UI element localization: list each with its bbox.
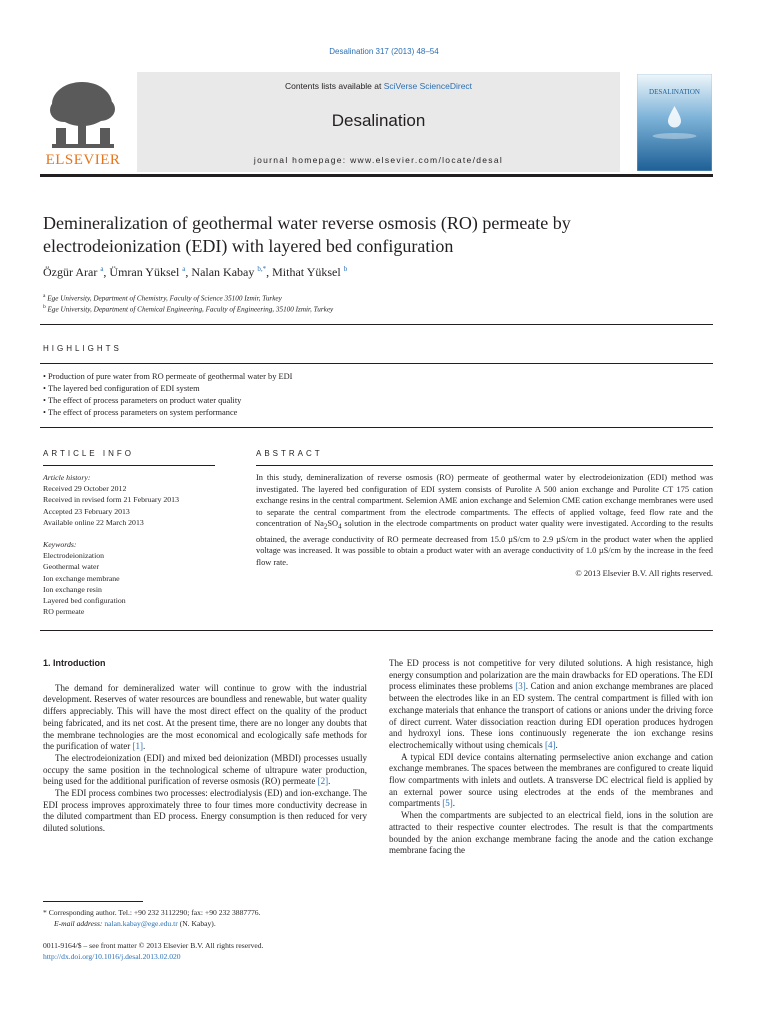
abstract-heading: ABSTRACT	[256, 449, 323, 458]
body-paragraph	[43, 753, 367, 788]
sciencedirect-link[interactable]: SciVerse ScienceDirect	[383, 81, 473, 91]
author-affiliation-mark[interactable]: a	[182, 265, 186, 273]
reference-link[interactable]: [2]	[317, 776, 329, 787]
paragraph-text: . Cation and anion exchange membranes are placed between the electrodes like in an ED system. The central compartment is filled with ion exchange materials that enhance the transport of cations or anions under the driving force of direct current. Water dissociation reaction during EDI operation produces hydrogen and hydroxyl ions. These ions continuously regenerate the ion exchange resins electrochemically without using chemicals	[389, 681, 713, 750]
paragraph-text: .	[452, 798, 455, 809]
journal-cover-image	[637, 74, 712, 171]
affiliation	[43, 304, 743, 313]
issn-block	[43, 940, 373, 962]
paragraph-text: .	[555, 739, 558, 750]
highlight-item: • The effect of process parameters on product water quality	[43, 395, 292, 407]
doi-link[interactable]: http://dx.doi.org/10.1016/j.desal.2013.02.020	[43, 952, 181, 961]
highlight-item: • The layered bed configuration of EDI system	[43, 383, 292, 395]
section-divider	[40, 324, 713, 325]
body-paragraph	[389, 810, 713, 857]
body-column-left	[43, 658, 367, 835]
elsevier-tree-logo	[42, 76, 124, 168]
reference-link[interactable]: [1]	[132, 741, 143, 752]
footnote	[43, 907, 373, 929]
reference-link[interactable]: [5]	[442, 798, 453, 809]
highlights-list	[43, 371, 292, 419]
email-label: E-mail address:	[54, 919, 103, 928]
history-entry: Accepted 23 February 2013	[43, 506, 130, 516]
affiliation-text: Ege University, Department of Chemical Engineering, Faculty of Engineering, 35100 Izmir, Turkey	[47, 305, 334, 314]
affiliation-mark: a	[43, 293, 46, 299]
history-label: Article history:	[43, 473, 91, 482]
highlights-rule	[40, 363, 713, 364]
homepage-prefix: journal homepage:	[253, 155, 351, 165]
section-divider	[40, 427, 713, 428]
author-affiliation-mark[interactable]: a	[100, 265, 104, 273]
homepage-url[interactable]: www.elsevier.com/locate/desal	[350, 155, 504, 165]
homepage-line	[137, 155, 620, 165]
author-affiliation-mark[interactable]: b,*	[257, 265, 267, 273]
abstract-text: SO	[327, 519, 339, 529]
journal-citation[interactable]: Desalination 317 (2013) 48–54	[329, 47, 439, 56]
author-name[interactable]: Mithat Yüksel	[272, 265, 341, 279]
keyword: Layered bed configuration	[43, 596, 126, 606]
elsevier-wordmark: ELSEVIER	[45, 152, 121, 168]
paragraph-text: .	[328, 776, 331, 787]
body-column-right	[389, 658, 713, 857]
paragraph-text: When the compartments are subjected to an electrical field, ions in the solution are attracted to their respective counter electrodes. The result is that the compartments bounded by the anion exchange membrane facing the anode and the cation exchange membrane facing the	[389, 810, 713, 856]
keyword: Ion exchange membrane	[43, 573, 120, 583]
affiliation-text: Ege University, Department of Chemistry, Faculty of Science 35100 Izmir, Turkey	[47, 294, 282, 303]
highlights-heading: HIGHLIGHTS	[43, 344, 122, 353]
section-heading: 1. Introduction	[43, 658, 106, 668]
tree-icon	[50, 82, 115, 148]
abstract-text: solution in the electrode compartments on product water quality were investigated. According to the results obtained, the average conductivity of RO permeate decreased from 15.0 µS/cm to 2.9 µS/cm in the product water when the applied voltage was increased. It was possible to obtain a product water with an average conductivity of 1.0 µS/cm by the increase in the feed flow rate.	[256, 519, 713, 567]
abstract-paragraph	[256, 472, 713, 568]
journal-masthead	[40, 70, 713, 173]
keywords-label: Keywords:	[43, 540, 77, 550]
keyword: Ion exchange resin	[43, 584, 102, 594]
body-paragraph	[43, 788, 367, 835]
author-list: Özgür Arar $^a$, Ümran Yüksel $^a$, Nalan Kabay $^{b,*}$, Mithat Yüksel $^b$	[43, 265, 348, 279]
article-title: Demineralization of geothermal water reverse osmosis (RO) permeate by electrodeionization (EDI) with layered bed configuration	[43, 213, 571, 256]
copyright-notice: © 2013 Elsevier B.V. All rights reserved.	[575, 569, 713, 579]
abstract-body	[256, 472, 713, 580]
footnote-rule	[43, 901, 143, 902]
email-suffix: (N. Kabay).	[177, 919, 216, 928]
author-name[interactable]: Nalan Kabay	[191, 265, 255, 279]
journal-name: Desalination	[331, 111, 426, 130]
reference-link[interactable]: [3]	[515, 681, 526, 692]
history-entry: Received in revised form 21 February 2013	[43, 495, 179, 505]
cover-title: DESALINATION	[649, 88, 700, 96]
issn-line: 0011-9164/$ – see front matter © 2013 Elsevier B.V. All rights reserved.	[43, 941, 264, 950]
paragraph-text: A typical EDI device contains alternating permselective anion exchange and cation exchange membranes. The spaces between the membranes are configured to create liquid flow compartments with inlets and outlets. A transverse DC electrical field is applied by an external power source using electrodes at the ends of the membranes and compartments	[389, 751, 713, 809]
abstract-rule	[256, 465, 713, 466]
reference-link[interactable]: [4]	[544, 739, 556, 750]
corresponding-author-note: * Corresponding author. Tel.: +90 232 3112290; fax: +90 232 3887776.	[43, 908, 261, 917]
affiliation	[43, 293, 743, 302]
affiliation-mark: b	[43, 304, 46, 310]
highlight-item: • Production of pure water from RO permeate of geothermal water by EDI	[43, 371, 292, 383]
paragraph-text: .	[142, 741, 146, 752]
masthead-rule	[40, 174, 713, 177]
author-affiliation-mark[interactable]: b	[343, 265, 348, 273]
article-info-heading: ARTICLE INFO	[43, 449, 134, 458]
history-entry: Available online 22 March 2013	[43, 517, 144, 527]
email-link[interactable]: nalan.kabay@ege.edu.tr	[104, 919, 178, 928]
body-paragraph	[389, 658, 713, 752]
contents-line	[137, 81, 620, 91]
history-entry: Received 29 October 2012	[43, 484, 127, 494]
body-paragraph	[43, 683, 367, 753]
subscript: 4	[338, 523, 342, 532]
body-paragraph	[389, 752, 713, 811]
paragraph-text: The ED process is not competitive for very diluted solutions. A high resistance, high energy consumption and polarization are the main drawbacks for ED operations. The EDI process eliminates these problems	[389, 658, 713, 692]
keyword: RO permeate	[43, 607, 85, 617]
abstract-text: In this study, demineralization of reverse osmosis (RO) permeate of geothermal water by electrodeionization (EDI) method was investigated. The layered bed configuration of EDI system consists of Purolite A 500 anion exchange and Purolite CT 175 cation exchange resins in the central compartment. Selemion AME anion exchange and Selemion CME cation exchange membranes were used to separate the central compartment from the electrode compartments. The effects of applied voltage, feed flow rate and the concentration of Na	[256, 473, 713, 529]
author-name[interactable]: Özgür Arar	[43, 265, 98, 279]
article-info	[43, 472, 223, 617]
subscript: 2	[323, 523, 328, 532]
email-line	[43, 918, 373, 929]
journal-title-box	[137, 72, 620, 172]
keyword: Geothermal water	[43, 562, 100, 572]
keyword: Electrodeionization	[43, 551, 105, 561]
article-info-rule	[43, 465, 215, 466]
section-divider	[40, 630, 713, 631]
paragraph-text: The electrodeionization (EDI) and mixed bed deionization (MBDI) processes usually occupy the same position in the technological scheme of ultrapure water production, being used for the additional purification of reverse osmosis (RO) permeate	[43, 752, 367, 787]
paragraph-text: The demand for demineralized water will continue to grow with the industrial development. Reserves of water resources are boundless and renewable, but water quality differs appreciably. This will have the most direct effect on the quality of the product being fabricated, and its net cost. At the present time, there are no longer any doubts that the membrane technologies are the most economical and ecologically safe methods for the purification of water	[43, 682, 367, 752]
highlight-item: • The effect of process parameters on system performance	[43, 407, 292, 419]
contents-prefix: Contents lists available at	[284, 81, 384, 91]
paragraph-text: The EDI process combines two processes: electrodialysis (ED) and ion-exchange. The EDI process improves approximately three to four times more conductivity decrease in the diluted compartment than ED process. Energy consumption is then reduced for very diluted solutions.	[43, 788, 367, 834]
author-name[interactable]: Ümran Yüksel	[109, 265, 180, 279]
